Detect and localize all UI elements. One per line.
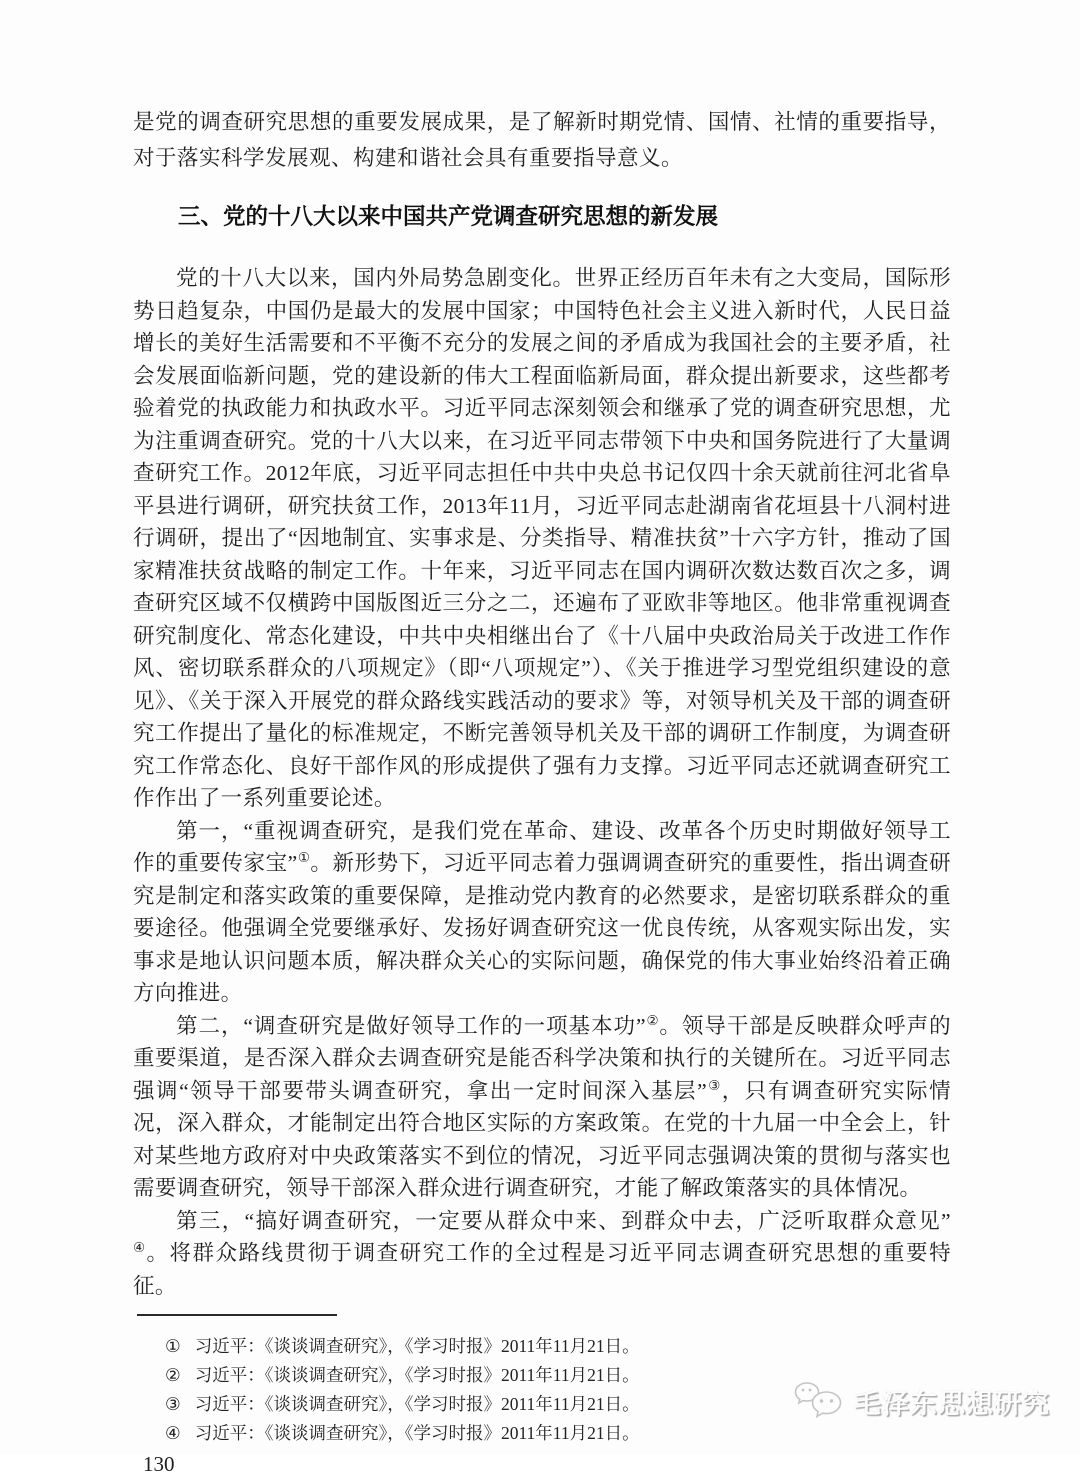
footnote-item bbox=[133, 1419, 951, 1448]
body-text-block bbox=[133, 262, 951, 1302]
footnote-marker: ② bbox=[165, 1365, 181, 1385]
footnote-text: 习近平：《谈谈调查研究》，《学习时报》2011年11月21日。 bbox=[194, 1365, 640, 1385]
body-paragraph-2: 第一，“重视调查研究，是我们党在革命、建设、改革各个历史时期做好领导工作的重要传家宝”①。新形势下，习近平同志着力强调调查研究的重要性，指出调查研究是制定和落实政策的重要保障，是推动党内教育的必然要求，是密切联系群众的重要途径。他强调全党要继承好、发扬好调查研究这一优良传统，从客观实际出发，实事求是地认识问题本质，解决群众关心的实际问题，确保党的伟大事业始终沿着正确方向推进。 bbox=[133, 818, 951, 1005]
continuation-paragraph: 是党的调查研究思想的重要发展成果，是了解新时期党情、国情、社情的重要指导，对于落实科学发展观、构建和谐社会具有重要指导意义。 bbox=[133, 110, 951, 170]
page-number: 130 bbox=[143, 1452, 175, 1476]
footnote-marker: ① bbox=[165, 1336, 181, 1356]
watermark-label: 毛泽东思想研究 bbox=[854, 1388, 1050, 1419]
footnote-item bbox=[133, 1332, 951, 1361]
footnote-text: 习近平：《谈谈调查研究》，《学习时报》2011年11月21日。 bbox=[194, 1423, 640, 1443]
wechat-bubbles-icon bbox=[793, 1380, 845, 1422]
footnote-text: 习近平：《谈谈调查研究》，《学习时报》2011年11月21日。 bbox=[194, 1336, 640, 1356]
body-paragraph-1: 党的十八大以来，国内外局势急剧变化。世界正经历百年未有之大变局，国际形势日趋复杂，中国仍是最大的发展中国家；中国特色社会主义进入新时代，人民日益增长的美好生活需要和不平衡不充分的发展之间的矛盾成为我国社会的主要矛盾，社会发展面临新问题，党的建设新的伟大工程面临新局面，群众提出新要求，这些都考验着党的执政能力和执政水平。习近平同志深刻领会和继承了党的调查研究思想，尤为注重调查研究。党的十八大以来，在习近平同志带领下中央和国务院进行了大量调查研究工作。2012年底，习近平同志担任中共中央总书记仅四十余天就前往河北省阜平县进行调研，研究扶贫工作，2013年11月，习近平同志赴湖南省花垣县十八洞村进行调研，提出了“因地制宜、实事求是、分类指导、精准扶贫”十六字方针，推动了国家精准扶贫战略的制定工作。十年来，习近平同志在国内调研次数达数百次之多，调查研究区域不仅横跨中国版图近三分之二，还遍布了亚欧非等地区。他非常重视调查研究制度化、常态化建设，中共中央相继出台了《十八届中央政治局关于改进工作作风、密切联系群众的八项规定》（即“八项规定”）、《关于推进学习型党组织建设的意见》、《关于深入开展党的群众路线实践活动的要求》等，对领导机关及干部的调查研究工作提出了量化的标准规定，不断完善领导机关及干部的调研工作制度，为调查研究工作常态化、良好干部作风的形成提供了强有力支撑。习近平同志还就调查研究工作作出了一系列重要论述。 bbox=[133, 266, 951, 810]
section-heading: 三、党的十八大以来中国共产党调查研究思想的新发展 bbox=[178, 204, 719, 229]
footnote-text: 习近平：《谈谈调查研究》，《学习时报》2011年11月21日。 bbox=[194, 1394, 640, 1414]
footnote-marker: ④ bbox=[165, 1423, 181, 1443]
watermark bbox=[793, 1380, 1050, 1422]
body-paragraph-4: 第三，“搞好调查研究，一定要从群众中来、到群众中去，广泛听取群众意见”④。将群众路线贯彻于调查研究工作的全过程是习近平同志调查研究思想的重要特征。 bbox=[133, 1208, 951, 1298]
footnote-divider bbox=[137, 1314, 337, 1316]
page-content bbox=[133, 0, 951, 1477]
footnote-marker: ③ bbox=[165, 1394, 181, 1414]
body-paragraph-3: 第二，“调查研究是做好领导工作的一项基本功”②。领导干部是反映群众呼声的重要渠道，是否深入群众去调查研究是能否科学决策和执行的关键所在。习近平同志强调“领导干部要带头调查研究，拿出一定时间深入基层”③，只有调查研究实际情况，深入群众，才能制定出符合地区实际的方案政策。在党的十九届一中全会上，针对某些地方政府对中央政策落实不到位的情况，习近平同志强调决策的贯彻与落实也需要调查研究，领导干部深入群众进行调查研究，才能了解政策落实的具体情况。 bbox=[133, 1012, 951, 1200]
